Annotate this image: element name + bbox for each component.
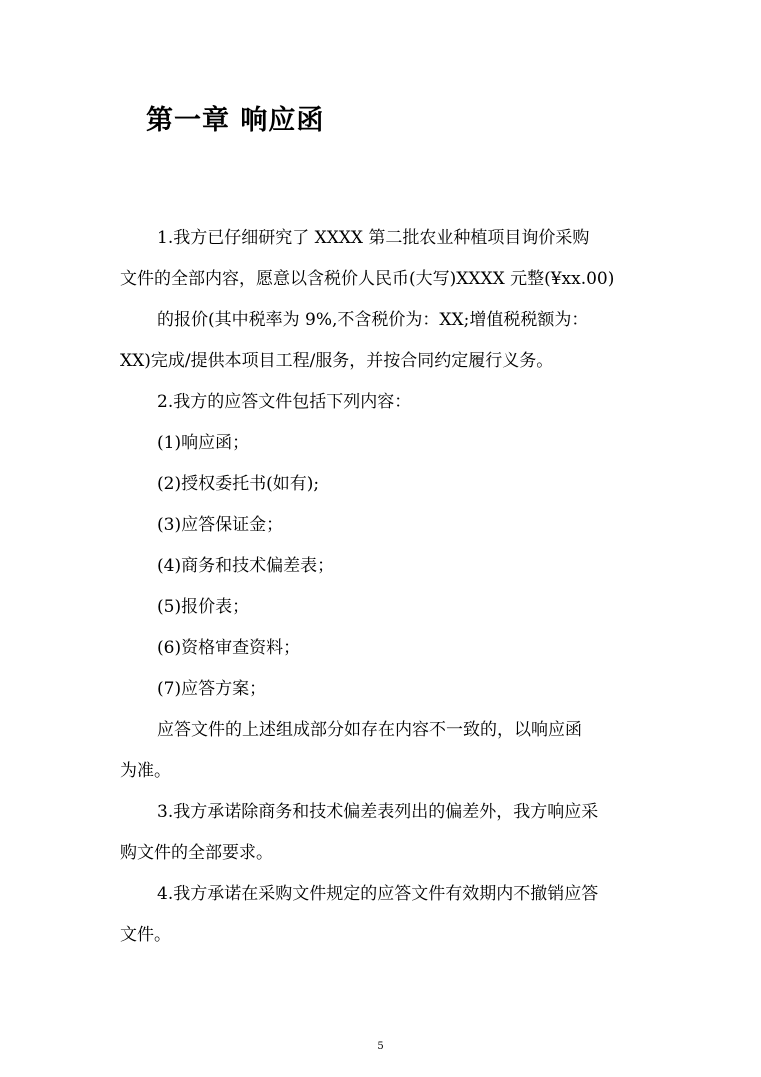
list-item-6: (6)资格审查资料；	[157, 638, 301, 658]
chapter-title: 第一章 响应函	[146, 105, 325, 136]
page-number: 5	[377, 1041, 384, 1052]
consistency-note-line-2: 为准。	[120, 761, 171, 781]
paragraph-4-line-2: 文件。	[120, 925, 171, 945]
consistency-note-line-1: 应答文件的上述组成部分如存在内容不一致的，以响应函	[157, 720, 582, 740]
paragraph-3-line-1: 3.我方承诺除商务和技术偏差表列出的偏差外，我方响应采	[157, 802, 599, 822]
paragraph-2-intro: 2.我方的应答文件包括下列内容：	[157, 392, 412, 412]
list-item-2: (2)授权委托书(如有);	[157, 474, 320, 494]
paragraph-4-line-1: 4.我方承诺在采购文件规定的应答文件有效期内不撤销应答	[157, 884, 599, 904]
list-item-3: (3)应答保证金；	[157, 515, 284, 535]
list-item-1: (1)响应函；	[157, 433, 250, 453]
list-item-5: (5)报价表；	[157, 597, 250, 617]
paragraph-1-line-2: 文件的全部内容，愿意以含税价人民币(大写)XXXX 元整(¥xx.00)	[120, 269, 615, 289]
list-item-7: (7)应答方案；	[157, 679, 267, 699]
list-item-4: (4)商务和技术偏差表；	[157, 556, 335, 576]
paragraph-3-line-2: 购文件的全部要求。	[120, 843, 273, 863]
paragraph-1-line-3: 的报价(其中税率为 9%,不含税价为：XX;增值税税额为：	[157, 310, 589, 330]
paragraph-1-line-4: XX)完成/提供本项目工程/服务，并按合同约定履行义务。	[120, 351, 554, 371]
paragraph-1-line-1: 1.我方已仔细研究了 XXXX 第二批农业种植项目询价采购	[157, 228, 590, 248]
